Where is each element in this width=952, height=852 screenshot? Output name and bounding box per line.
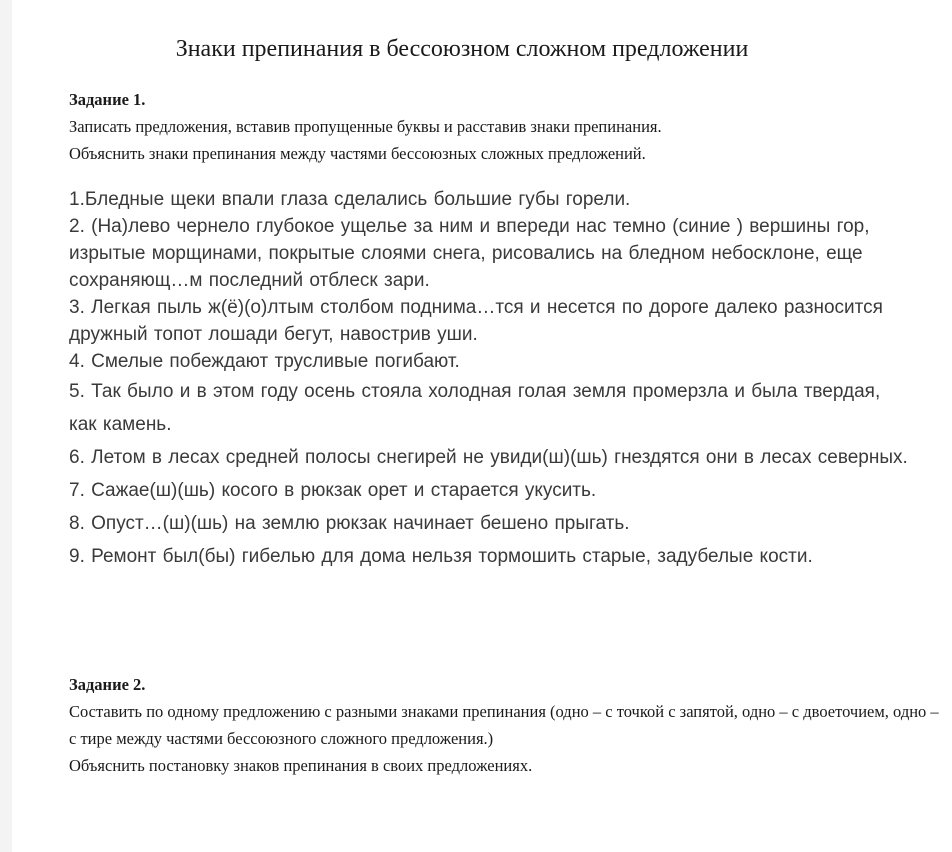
task-1-heading: Задание 1. <box>69 90 146 109</box>
sentence-item: 5. Так было и в этом году осень стояла холодная голая земля промерзла и была твердая, как камень. <box>69 381 881 435</box>
sentence-item: 9. Ремонт был(бы) гибелью для дома нельзя тормошить старые, задубелые кости. <box>69 546 813 567</box>
task-1-instruction: Объяснить знаки препинания между частями бессоюзных сложных предложений. <box>69 144 646 163</box>
task-1 <box>69 86 939 167</box>
task-2-heading: Задание 2. <box>69 675 146 694</box>
sentence-item: 4. Смелые побеждают трусливые погибают. <box>69 351 460 372</box>
sentence-list <box>69 186 914 573</box>
sentence-item: 6. Летом в лесах средней полосы снегирей не увиди(ш)(шь) гнездятся они в лесах северных. <box>69 447 908 468</box>
task-1-instruction: Записать предложения, вставив пропущенные буквы и расставив знаки препинания. <box>69 117 662 136</box>
sentence-item: 8. Опуст…(ш)(шь) на землю рюкзак начинает бешено прыгать. <box>69 513 630 534</box>
sentence-item: 7. Сажае(ш)(шь) косого в рюкзак орет и старается укусить. <box>69 480 597 501</box>
sentence-item: 3. Легкая пыль ж(ё)(о)лтым столбом поднима…тся и несется по дороге далеко разносится дружный топот лошади бегут, навострив уши. <box>69 297 883 345</box>
page-title: Знаки препинания в бессоюзном сложном предложении <box>175 36 749 62</box>
sentence-item: 2. (На)лево чернело глубокое ущелье за ним и впереди нас темно (синие ) вершины гор, изрытые морщинами, покрытые слоями снега, рисовались на бледном небосклоне, еще сохраняющ…м последний отблеск зари. <box>69 216 870 291</box>
task-2-instruction: Составить по одному предложению с разными знаками препинания (одно – с точкой с запятой, одно – с двоеточием, одно – с тире между частями бессоюзного сложного предложения.) <box>69 702 939 748</box>
task-2-instruction: Объяснить постановку знаков препинания в своих предложениях. <box>69 756 533 775</box>
sentence-item: 1.Бледные щеки впали глаза сделались большие губы горели. <box>69 189 631 210</box>
document-page <box>12 0 952 852</box>
task-2 <box>69 671 939 779</box>
